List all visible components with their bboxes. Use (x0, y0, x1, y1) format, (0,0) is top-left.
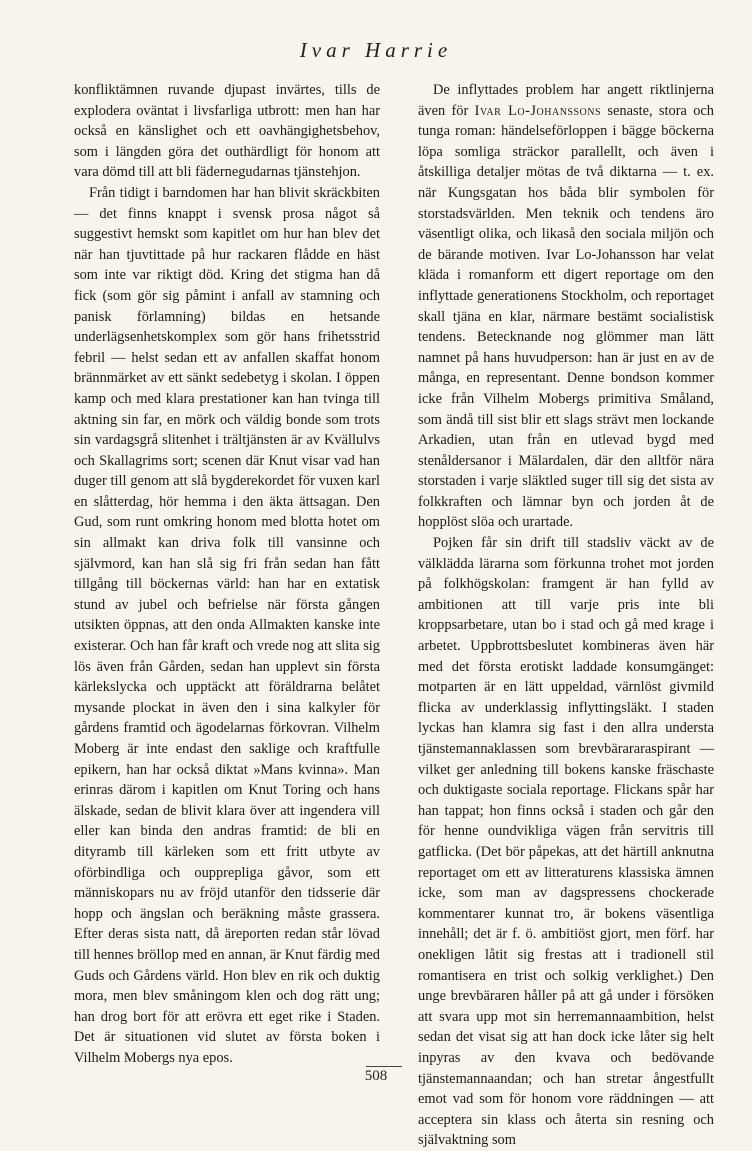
left-paragraph-1: konfliktämnen ruvande djupast invärtes, tills de explodera oväntat i livsfarliga utbrott: men han har också en känslighet och ett oavhängighetsbehov, som i längden göra det outhärdligt för honom att vara dömd till att bli fädernegudarnas tjänstehjon. (74, 82, 380, 181)
right-column (418, 80, 714, 1151)
right-paragraph-1 (418, 80, 714, 533)
author-name-small-caps: Ivar Lo-Johanssons (474, 102, 602, 119)
page-number-rule (366, 1066, 402, 1067)
right-paragraph-1-lead: De inflyttades problem har angett riktlinjerna även för (418, 82, 714, 119)
right-paragraph-2: Pojken får sin drift till stadsliv väckt av de välklädda lärarna som förkunna trohet mot jorden på folkhögskolan: framgent är han fylld av ambitionen att till varje pris inte bli kroppsarbetare, utan bo i stad och gå med krage i arbetet. Uppbrottsbeslutet kombineras även här med det första erotiskt laddade konsumgänget: motparten är en lätt uppeldad, värnlöst givmild flicka av underklassig inflyttingsläkt. I staden lyckas han klamra sig fast i den allra understa tjänstemannaklassen som brevbärararaspirant — vilket ger anledning till bokens kanske fräschaste och duktigaste sociala reportage. Flickans spår har han tappat; hon finns också i staden och går den för henne oundvikliga vägen från servitris till gatflicka. (Det bör påpekas, att det härtill anknutna reportaget om ett av litteraturens klassiska ämnen icke, som man av dagspressens chockerade kommentarer kunnat tro, är bokens väsentliga innehåll; det är f. ö. ambitiöst gjort, men förf. har onekligen låtit sig frestas att i tradionell stil romantisera en trist och solkig verklighet.) Den unge brevbäraren håller på att gå under i försöken att svara upp mot sin herremannaambition, helst sedan det visat sig att han dock icke låter sig helt inpyras av den kvava och bedövande tjänstemannaandan; och han stretar ångestfullt emot vad som för honom vore räddningen — att acceptera sin klass och återta sin resning och självaktning som (418, 535, 714, 1149)
running-head-title: Ivar Harrie (299, 38, 453, 62)
left-paragraph-2: Från tidigt i barndomen har han blivit skräckbiten — det finns knappt i svensk prosa något så suggestivt hemskt som kapitlet om hur han blev det när han tjuvtittade på hur rackaren flådde en häst som inte var riktigt död. Kring det stigma han då fick (som gör sig påmint i anfall av stamning och panisk förlamning) bildas en hetsande underlägsenhetskomplex som gör hans frihetsstrid febril — helst sedan ett av anfallen skaffat honom brännmärket av ett sänkt sedebetyg i skolan. I öppen kamp och med klara prestationer kan han tvinga till aktning sin far, en mörk och väldig bonde som trots sin vardagsgrå slitenhet i trältjänsten är av Kvällulvs och Skallagrims sort; scenen där Knut visar vad han duger till genom att slå bygderekordet för vuxen karl en slåtterdag, hör hemma i den äkta ättsagan. Den Gud, som runt omkring honom med blotta hotet om sin allmakt kan driva folk till vansinne och självmord, kan han slå sig fri från sedan han fått tillgång till böckernas värld: han har en extatisk stund av jubel och befrielse när första gången utsikten öppnas, att den onda Allmakten kanske inte existerar. Och han får kraft och vrede nog att slita sig lös även från Gården, sedan han upplevt sin första kärlekslycka och upptäckt att föräldrarna belåtet mysande plockat in även den i sina kalkyler för gårdens framtid och ägodelarnas förkovran. Vilhelm Moberg är inte endast den saklige och kraftfulle epikern, han har också diktat »Mans kvinna». Man erinras därom i kapitlen om Knut Toring och hans älskade, sedan de blivit klara över att ingendera vill eller kan binda den andras framtid: de bli en dityramb till kärleken som ett fritt utbyte av oförbindliga och oupprepliga gåvor, som ett människopars nu av fröjd utanför den tidsserie där hopp och ängslan och beräkning måste grassera. Efter deras sista natt, då äreporten redan står lövad till hennes bröllop med en annan, är Knut färdig med Guds och Gårdens värld. Hon blev en rik och duktig mora, men blev småningom klen och dog rätt ung; han drog bort för att erövra ett eget rike i Staden. Det är situationen vid slutet av första boken i Vilhelm Mobergs nya epos. (74, 184, 380, 1066)
right-paragraph-1-rest: senaste, stora och tunga roman: händelseförloppen i bägge böckerna löpa somliga sträckor parallellt, och även i åtskilliga detaljer mötas de två diktarna — t. ex. när Kungsgatan hos båda blir symbolen för storstadsvärlden. Men teknik och tendens äro väsentligt olika, och likaså den sociala miljön och de bärande motiven. Ivar Lo-Johansson har velat kläda i romanform ett digert reportage om den inflyttade generationens Stockholm, och reportaget skall tjäna en klar, närmare bestämt socialistisk tendens. Betecknande nog glömmer man lätt namnet på hans huvudperson: han är just en av de många, en representant. Denne bondson kommer icke från Vilhelm Mobergs primitiva Småland, som ändå till sist blir ett slags strävt men lockande Arkadien, utan från en utlevad bygd med stenåldersanor i Mälardalen, där den alltför nära storstaden i varje släktled suger till sig det sista av folkkraften och lämnar byn och jorden åt de hopplöst slöa och urartade. (418, 102, 715, 531)
page-number: 508 (364, 1068, 388, 1084)
left-column (74, 80, 380, 1069)
